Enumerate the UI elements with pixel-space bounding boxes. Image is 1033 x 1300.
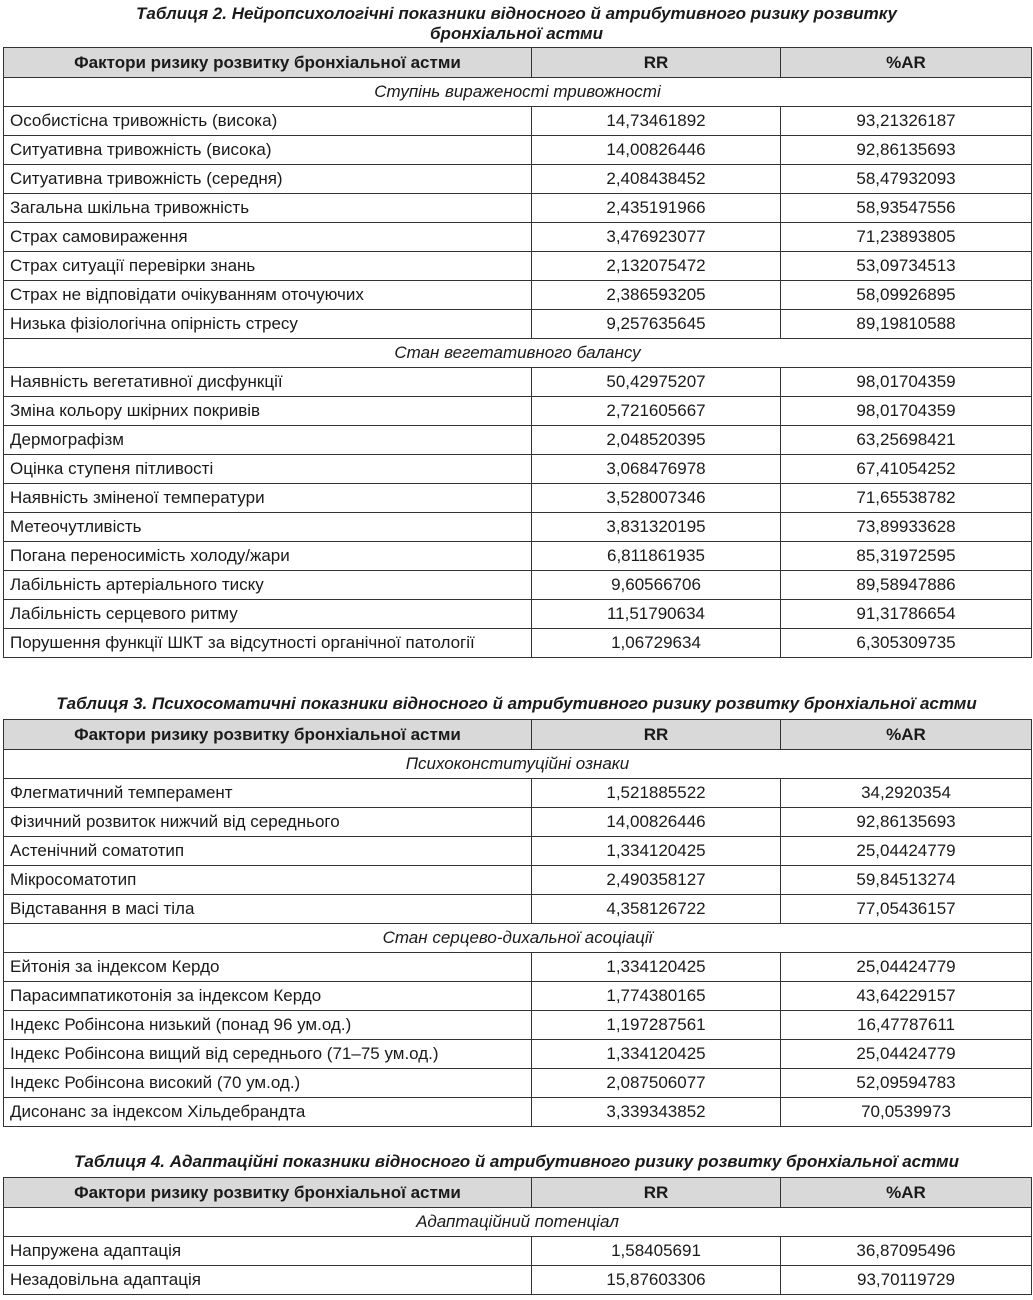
factor-cell: Індекс Робінсона низький (понад 96 ум.од.) (4, 1011, 532, 1040)
factor-cell: Парасимпатикотонія за індексом Кердо (4, 982, 532, 1011)
section-title: Стан серцево-дихальної асоціації (4, 924, 1032, 953)
table-row (4, 953, 1032, 982)
table-4 (3, 1177, 1032, 1295)
ar-cell: 92,86135693 (781, 808, 1032, 837)
ar-cell: 58,93547556 (781, 194, 1032, 223)
rr-cell: 9,257635645 (532, 310, 781, 339)
section-row (4, 78, 1032, 107)
table-row (4, 252, 1032, 281)
factor-cell: Загальна шкільна тривожність (4, 194, 532, 223)
factor-cell: Лабільність артеріального тиску (4, 571, 532, 600)
rr-cell: 11,51790634 (532, 600, 781, 629)
table-row (4, 223, 1032, 252)
rr-cell: 2,132075472 (532, 252, 781, 281)
rr-cell: 2,048520395 (532, 426, 781, 455)
table-row (4, 1237, 1032, 1266)
ar-cell: 89,58947886 (781, 571, 1032, 600)
rr-cell: 3,528007346 (532, 484, 781, 513)
table-2-caption (0, 4, 1033, 44)
factor-cell: Оцінка ступеня пітливості (4, 455, 532, 484)
table-row (4, 455, 1032, 484)
section-title: Ступінь вираженості тривожності (4, 78, 1032, 107)
ar-cell: 59,84513274 (781, 866, 1032, 895)
table-row (4, 866, 1032, 895)
rr-cell: 6,811861935 (532, 542, 781, 571)
factor-cell: Низька фізіологічна опірність стресу (4, 310, 532, 339)
table-2-caption-line2: бронхіальної астми (430, 24, 603, 43)
factor-cell: Наявність вегетативної дисфункції (4, 368, 532, 397)
rr-cell: 1,774380165 (532, 982, 781, 1011)
ar-cell: 71,23893805 (781, 223, 1032, 252)
rr-cell: 9,60566706 (532, 571, 781, 600)
ar-cell: 91,31786654 (781, 600, 1032, 629)
section-title: Психоконституційні ознаки (4, 750, 1032, 779)
header-rr: RR (532, 48, 781, 78)
rr-cell: 3,339343852 (532, 1098, 781, 1127)
ar-cell: 93,21326187 (781, 107, 1032, 136)
factor-cell: Незадовільна адаптація (4, 1266, 532, 1295)
ar-cell: 6,305309735 (781, 629, 1032, 658)
factor-cell: Страх не відповідати очікуванням оточуючих (4, 281, 532, 310)
rr-cell: 1,334120425 (532, 1040, 781, 1069)
rr-cell: 1,521885522 (532, 779, 781, 808)
ar-cell: 63,25698421 (781, 426, 1032, 455)
table-row (4, 194, 1032, 223)
table-row (4, 837, 1032, 866)
table-row (4, 982, 1032, 1011)
rr-cell: 2,408438452 (532, 165, 781, 194)
ar-cell: 52,09594783 (781, 1069, 1032, 1098)
factor-cell: Відставання в масі тіла (4, 895, 532, 924)
ar-cell: 92,86135693 (781, 136, 1032, 165)
factor-cell: Індекс Робінсона високий (70 ум.од.) (4, 1069, 532, 1098)
ar-cell: 70,0539973 (781, 1098, 1032, 1127)
ar-cell: 98,01704359 (781, 368, 1032, 397)
factor-cell: Зміна кольору шкірних покривів (4, 397, 532, 426)
table-row (4, 368, 1032, 397)
factor-cell: Ейтонія за індексом Кердо (4, 953, 532, 982)
rr-cell: 3,476923077 (532, 223, 781, 252)
table-3-caption-line1: Таблиця 3. Психосоматичні показники відносного й атрибутивного ризику розвитку бронхіальної астми (56, 694, 977, 713)
ar-cell: 25,04424779 (781, 1040, 1032, 1069)
rr-cell: 3,068476978 (532, 455, 781, 484)
section-row (4, 750, 1032, 779)
rr-cell: 3,831320195 (532, 513, 781, 542)
rr-cell: 14,73461892 (532, 107, 781, 136)
factor-cell: Порушення функції ШКТ за відсутності органічної патології (4, 629, 532, 658)
table-2-caption-line1: Таблиця 2. Нейропсихологічні показники відносного й атрибутивного ризику розвитку (135, 4, 897, 23)
table-row (4, 107, 1032, 136)
header-factor: Фактори ризику розвитку бронхіальної астми (4, 720, 532, 750)
table-row (4, 136, 1032, 165)
header-rr: RR (532, 720, 781, 750)
ar-cell: 71,65538782 (781, 484, 1032, 513)
factor-cell: Ситуативна тривожність (середня) (4, 165, 532, 194)
table-row (4, 600, 1032, 629)
table-row (4, 310, 1032, 339)
factor-cell: Лабільність серцевого ритму (4, 600, 532, 629)
table-row (4, 281, 1032, 310)
table-3 (3, 719, 1032, 1127)
ar-cell: 77,05436157 (781, 895, 1032, 924)
ar-cell: 36,87095496 (781, 1237, 1032, 1266)
ar-cell: 73,89933628 (781, 513, 1032, 542)
ar-cell: 43,64229157 (781, 982, 1032, 1011)
ar-cell: 53,09734513 (781, 252, 1032, 281)
section-title: Адаптаційний потенціал (4, 1208, 1032, 1237)
rr-cell: 2,386593205 (532, 281, 781, 310)
table-row (4, 808, 1032, 837)
rr-cell: 2,087506077 (532, 1069, 781, 1098)
table-row (4, 1011, 1032, 1040)
header-row (4, 48, 1032, 78)
table-row (4, 629, 1032, 658)
table-row (4, 895, 1032, 924)
table-row (4, 165, 1032, 194)
rr-cell: 2,490358127 (532, 866, 781, 895)
header-ar: %AR (781, 1178, 1032, 1208)
table-row (4, 571, 1032, 600)
table-4-caption-line1: Таблиця 4. Адаптаційні показники відносного й атрибутивного ризику розвитку бронхіальної астми (74, 1152, 959, 1171)
rr-cell: 15,87603306 (532, 1266, 781, 1295)
ar-cell: 25,04424779 (781, 953, 1032, 982)
ar-cell: 67,41054252 (781, 455, 1032, 484)
factor-cell: Індекс Робінсона вищий від середнього (71–75 ум.од.) (4, 1040, 532, 1069)
header-ar: %AR (781, 720, 1032, 750)
ar-cell: 34,2920354 (781, 779, 1032, 808)
factor-cell: Фізичний розвиток нижчий від середнього (4, 808, 532, 837)
table-row (4, 779, 1032, 808)
section-row (4, 339, 1032, 368)
factor-cell: Дермографізм (4, 426, 532, 455)
ar-cell: 25,04424779 (781, 837, 1032, 866)
factor-cell: Особистісна тривожність (висока) (4, 107, 532, 136)
table-4-caption (0, 1152, 1033, 1172)
table-row (4, 397, 1032, 426)
factor-cell: Дисонанс за індексом Хільдебрандта (4, 1098, 532, 1127)
header-row (4, 720, 1032, 750)
ar-cell: 93,70119729 (781, 1266, 1032, 1295)
rr-cell: 4,358126722 (532, 895, 781, 924)
rr-cell: 1,06729634 (532, 629, 781, 658)
rr-cell: 2,435191966 (532, 194, 781, 223)
rr-cell: 1,58405691 (532, 1237, 781, 1266)
header-factor: Фактори ризику розвитку бронхіальної астми (4, 48, 532, 78)
table-row (4, 1266, 1032, 1295)
table-2 (3, 47, 1032, 658)
table-row (4, 426, 1032, 455)
ar-cell: 98,01704359 (781, 397, 1032, 426)
ar-cell: 89,19810588 (781, 310, 1032, 339)
section-row (4, 924, 1032, 953)
rr-cell: 50,42975207 (532, 368, 781, 397)
table-row (4, 513, 1032, 542)
rr-cell: 1,197287561 (532, 1011, 781, 1040)
header-rr: RR (532, 1178, 781, 1208)
factor-cell: Флегматичний темперамент (4, 779, 532, 808)
factor-cell: Страх ситуації перевірки знань (4, 252, 532, 281)
factor-cell: Мікросоматотип (4, 866, 532, 895)
rr-cell: 14,00826446 (532, 136, 781, 165)
factor-cell: Метеочутливість (4, 513, 532, 542)
rr-cell: 1,334120425 (532, 953, 781, 982)
table-3-caption (0, 694, 1033, 714)
table-row (4, 1098, 1032, 1127)
factor-cell: Погана переносимість холоду/жари (4, 542, 532, 571)
rr-cell: 2,721605667 (532, 397, 781, 426)
rr-cell: 14,00826446 (532, 808, 781, 837)
section-title: Стан вегетативного балансу (4, 339, 1032, 368)
ar-cell: 16,47787611 (781, 1011, 1032, 1040)
factor-cell: Астенічний соматотип (4, 837, 532, 866)
factor-cell: Страх самовираження (4, 223, 532, 252)
table-row (4, 542, 1032, 571)
header-factor: Фактори ризику розвитку бронхіальної астми (4, 1178, 532, 1208)
ar-cell: 58,47932093 (781, 165, 1032, 194)
ar-cell: 85,31972595 (781, 542, 1032, 571)
header-ar: %AR (781, 48, 1032, 78)
ar-cell: 58,09926895 (781, 281, 1032, 310)
rr-cell: 1,334120425 (532, 837, 781, 866)
factor-cell: Напружена адаптація (4, 1237, 532, 1266)
table-row (4, 1069, 1032, 1098)
table-row (4, 484, 1032, 513)
header-row (4, 1178, 1032, 1208)
factor-cell: Ситуативна тривожність (висока) (4, 136, 532, 165)
factor-cell: Наявність зміненої температури (4, 484, 532, 513)
table-row (4, 1040, 1032, 1069)
section-row (4, 1208, 1032, 1237)
